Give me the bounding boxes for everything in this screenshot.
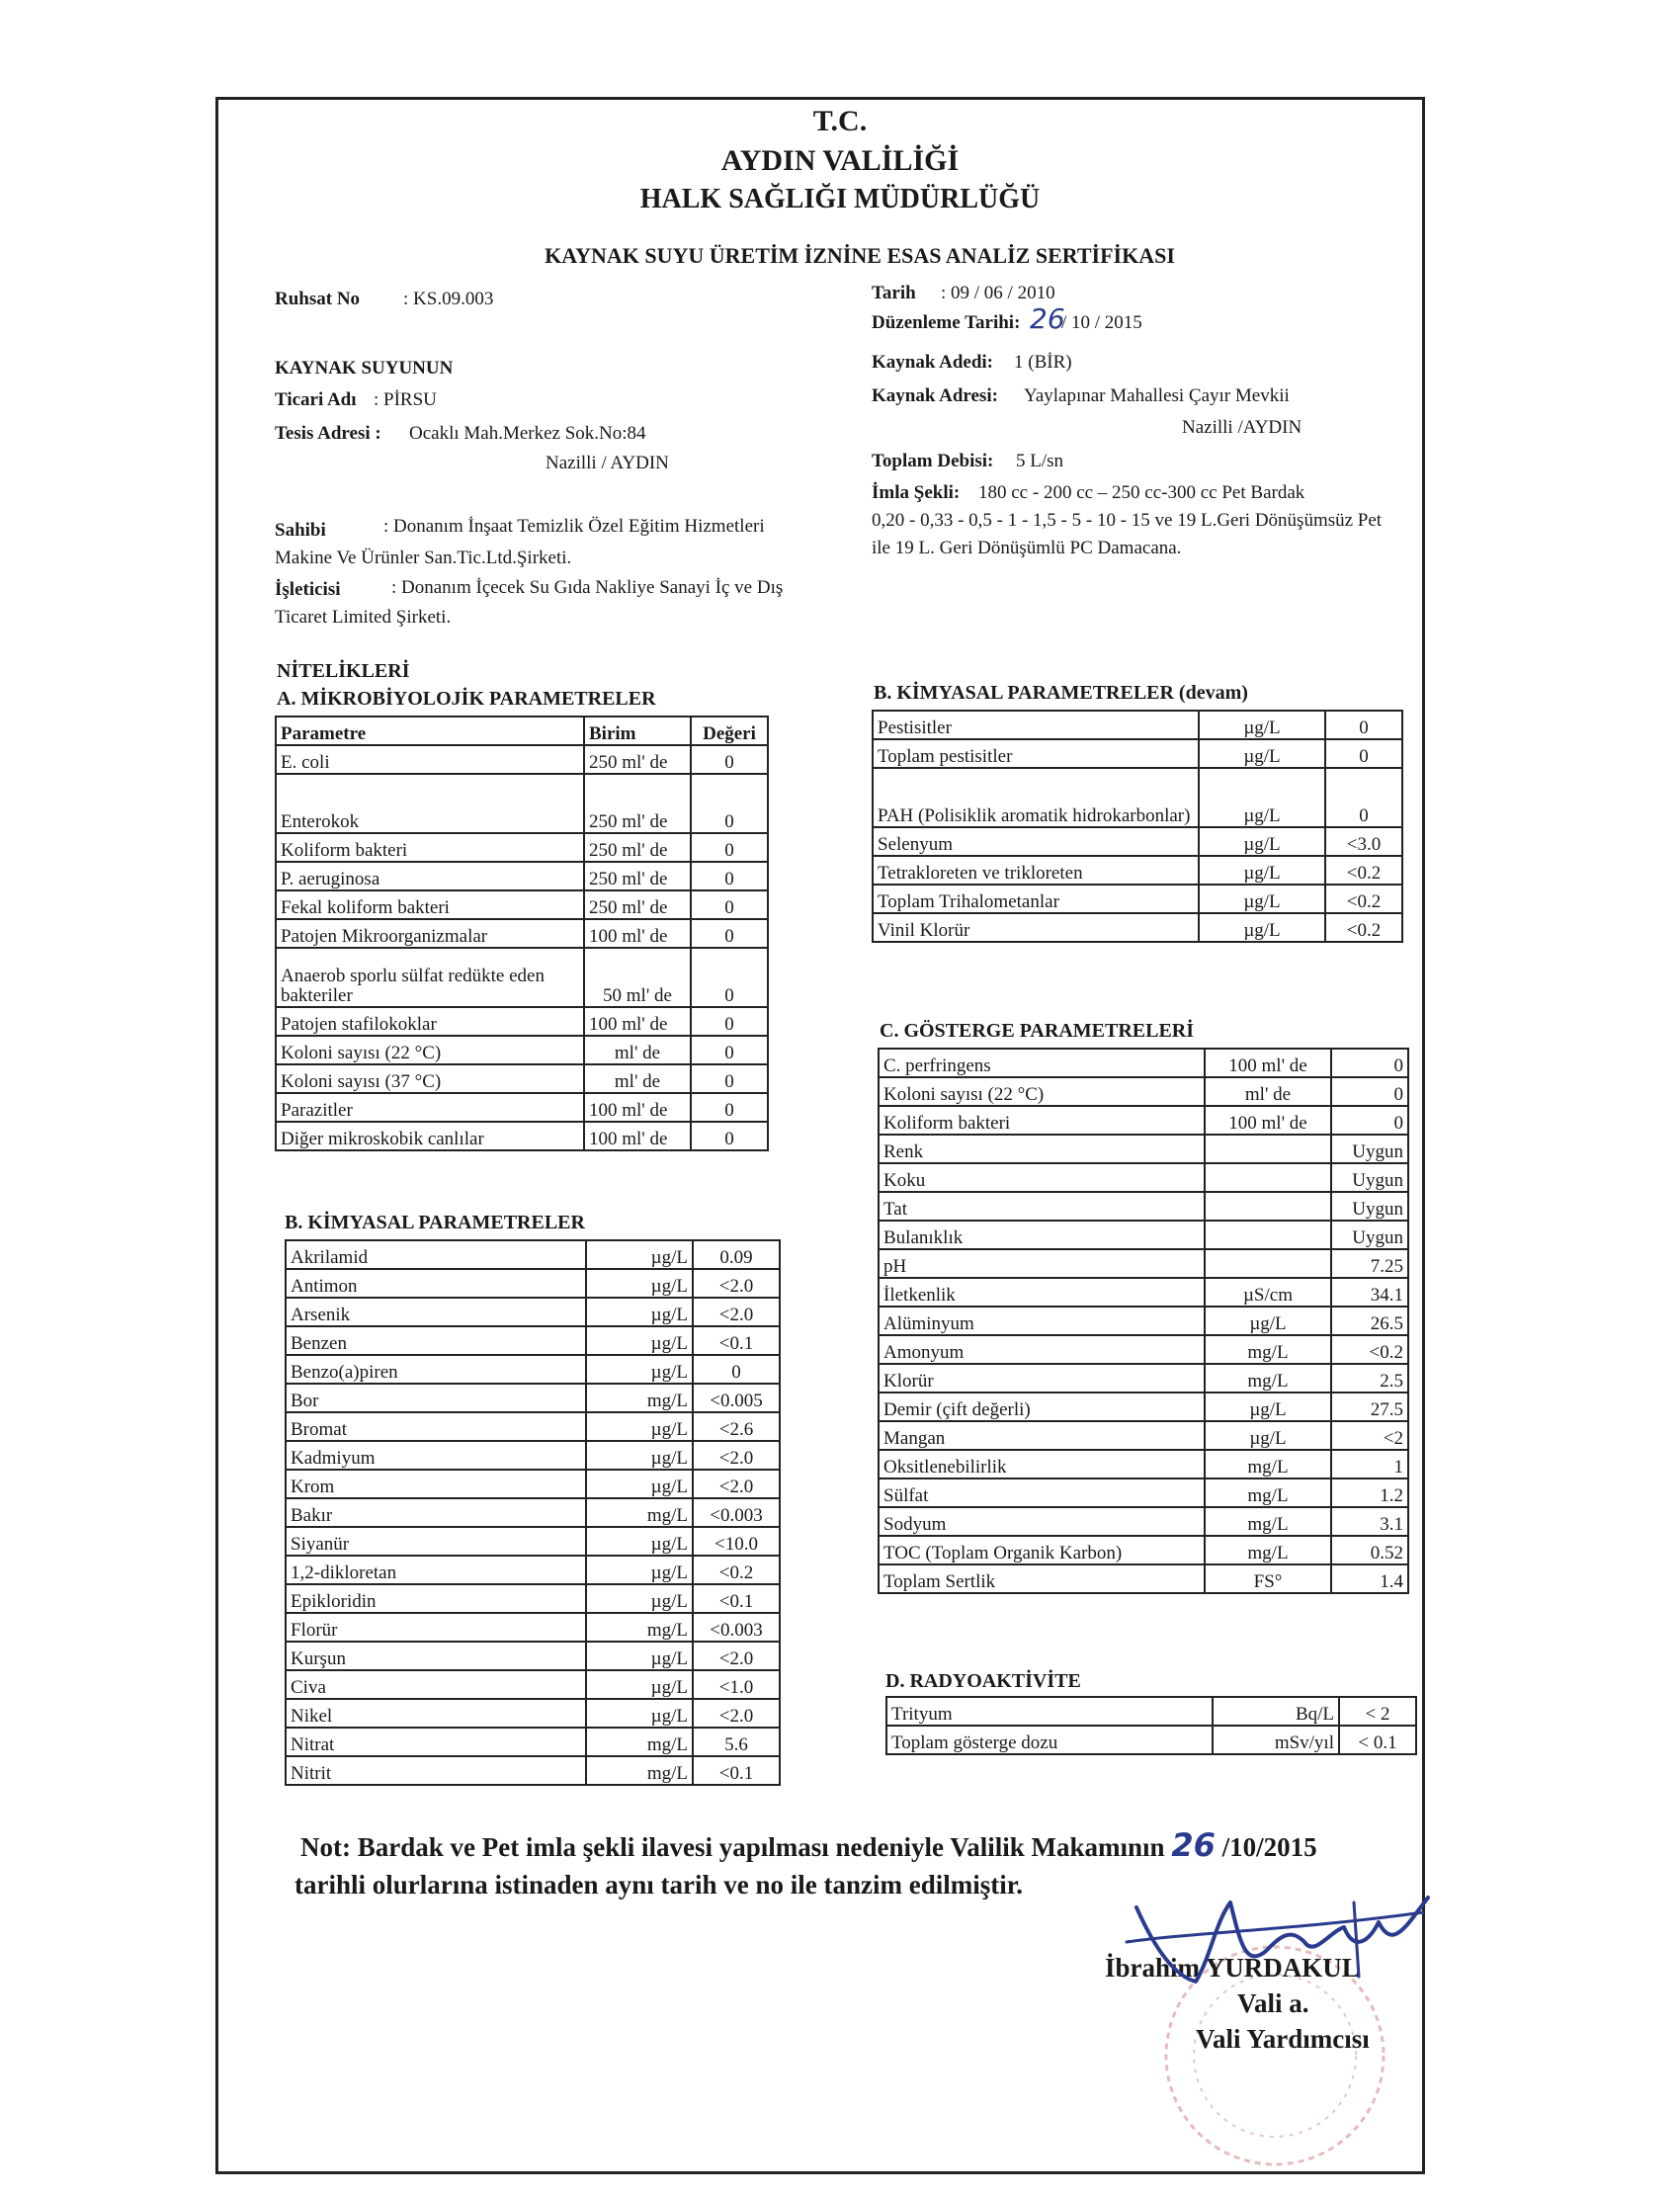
param-name: Epikloridin <box>286 1584 586 1613</box>
param-name: Tat <box>879 1192 1205 1221</box>
param-name: Patojen Mikroorganizmalar <box>276 919 584 948</box>
param-name: Sodyum <box>879 1507 1205 1536</box>
kaynak-suyunun-label: KAYNAK SUYUNUN <box>275 358 454 379</box>
param-name: Alüminyum <box>879 1307 1205 1335</box>
param-unit: mg/L <box>1205 1536 1331 1564</box>
isletici-value: : Donanım İçecek Su Gıda Nakliye Sanayi İç ve Dış <box>391 577 784 598</box>
param-unit: µg/L <box>586 1527 693 1556</box>
param-name: Nikel <box>286 1699 586 1728</box>
param-name: Patojen stafilokoklar <box>276 1007 584 1036</box>
param-name: Benzen <box>286 1326 586 1355</box>
table-row <box>879 1507 1408 1536</box>
param-unit: mg/L <box>1205 1335 1331 1364</box>
isletici-label: İşleticisi <box>275 579 341 600</box>
param-unit: µg/L <box>1199 885 1325 913</box>
param-unit: µg/L <box>1199 768 1325 827</box>
param-name: E. coli <box>276 745 584 774</box>
table-row <box>879 1077 1408 1106</box>
toplam-debi-value: 5 L/sn <box>1016 451 1064 471</box>
param-unit: µg/L <box>1199 711 1325 739</box>
table-row <box>879 1049 1408 1077</box>
kaynak-adresi-label: Kaynak Adresi: <box>872 385 998 406</box>
param-name: Krom <box>286 1470 586 1498</box>
param-value: 0.09 <box>693 1240 780 1269</box>
param-name: Diğer mikroskobik canlılar <box>276 1122 584 1150</box>
sahibi-label: Sahibi <box>275 520 326 541</box>
param-value: 0 <box>691 1122 768 1150</box>
table-row <box>286 1384 780 1412</box>
param-unit: mg/L <box>1205 1507 1331 1536</box>
table-header-row <box>276 717 768 745</box>
param-unit: µg/L <box>1199 913 1325 942</box>
param-name: Koliform bakteri <box>879 1106 1205 1135</box>
param-name: TOC (Toplam Organik Karbon) <box>879 1536 1205 1564</box>
table-row <box>879 1478 1408 1507</box>
ruhsat-label: Ruhsat No <box>275 289 361 309</box>
table-chemical <box>285 1239 781 1786</box>
param-unit: mg/L <box>586 1384 693 1412</box>
note-text-1a: Not: Bardak ve Pet imla şekli ilavesi yapılması nedeniyle Valilik Makamının <box>300 1832 1165 1862</box>
table-row <box>286 1699 780 1728</box>
param-value: < 2 <box>1339 1697 1416 1726</box>
tesis-adresi-value: Ocaklı Mah.Merkez Sok.No:84 <box>409 423 646 444</box>
param-value: 1.2 <box>1331 1478 1408 1507</box>
param-value: <0.2 <box>1331 1335 1408 1364</box>
table-row <box>286 1584 780 1613</box>
param-unit: µg/L <box>586 1642 693 1670</box>
param-unit: mg/L <box>586 1613 693 1642</box>
param-unit: mg/L <box>1205 1364 1331 1393</box>
param-name: Amonyum <box>879 1335 1205 1364</box>
param-unit <box>1205 1192 1331 1221</box>
isletici-value-2: Ticaret Limited Şirketi. <box>275 607 452 628</box>
table-row <box>873 913 1402 942</box>
param-unit: µg/L <box>586 1441 693 1470</box>
table-row <box>879 1106 1408 1135</box>
table-row <box>286 1298 780 1326</box>
param-value: 1.4 <box>1331 1564 1408 1593</box>
table-row <box>873 856 1402 885</box>
param-value: <0.1 <box>693 1756 780 1785</box>
param-unit: µg/L <box>1205 1307 1331 1335</box>
param-name: P. aeruginosa <box>276 862 584 890</box>
param-unit: mg/L <box>1205 1478 1331 1507</box>
param-unit: µg/L <box>586 1556 693 1584</box>
table-row <box>879 1192 1408 1221</box>
tesis-adresi-city: Nazilli / AYDIN <box>546 453 669 473</box>
table-row <box>276 833 768 862</box>
table-row <box>276 1036 768 1064</box>
param-unit <box>1205 1163 1331 1192</box>
param-value: <2.0 <box>693 1470 780 1498</box>
table-row <box>873 768 1402 827</box>
table-indicator <box>878 1048 1409 1594</box>
param-value: Uygun <box>1331 1192 1408 1221</box>
param-name: PAH (Polisiklik aromatik hidrokarbonlar) <box>873 768 1199 827</box>
param-unit: µg/L <box>1205 1393 1331 1421</box>
table-row <box>286 1498 780 1527</box>
param-name: Antimon <box>286 1269 586 1298</box>
param-unit: 50 ml' de <box>584 948 691 1007</box>
table-row <box>879 1221 1408 1249</box>
table-row <box>286 1412 780 1441</box>
param-name: Nitrit <box>286 1756 586 1785</box>
param-name: Koloni sayısı (22 °C) <box>879 1077 1205 1106</box>
param-name: Vinil Klorür <box>873 913 1199 942</box>
section-c-heading: C. GÖSTERGE PARAMETRELERİ <box>880 1020 1195 1042</box>
kaynak-adresi-city: Nazilli /AYDIN <box>1182 417 1302 438</box>
table-row <box>276 862 768 890</box>
param-value: 34.1 <box>1331 1278 1408 1307</box>
param-value: 0 <box>691 1064 768 1093</box>
param-name: Bulanıklık <box>879 1221 1205 1249</box>
tarih-label: Tarih <box>872 283 916 303</box>
param-unit: µg/L <box>586 1240 693 1269</box>
param-name: Parazitler <box>276 1093 584 1122</box>
ticari-adi-value: : PİRSU <box>374 389 437 410</box>
param-value: <2.0 <box>693 1642 780 1670</box>
param-name: Toplam pestisitler <box>873 739 1199 768</box>
param-value: <1.0 <box>693 1670 780 1699</box>
tarih-value: : 09 / 06 / 2010 <box>941 283 1055 303</box>
param-value: 0 <box>691 948 768 1007</box>
header-tc: T.C. <box>812 105 868 137</box>
table-row <box>879 1278 1408 1307</box>
imla-sekli-value-3: ile 19 L. Geri Dönüşümlü PC Damacana. <box>872 538 1182 558</box>
param-value: 27.5 <box>1331 1393 1408 1421</box>
signatory-title-1: Vali a. <box>1237 1988 1309 2018</box>
table-row <box>879 1536 1408 1564</box>
param-value: 0 <box>1325 739 1402 768</box>
param-name: Bromat <box>286 1412 586 1441</box>
param-value: <10.0 <box>693 1527 780 1556</box>
kaynak-adedi-label: Kaynak Adedi: <box>872 352 994 373</box>
param-unit: FS° <box>1205 1564 1331 1593</box>
tesis-adresi-label: Tesis Adresi : <box>275 423 381 444</box>
toplam-debi-label: Toplam Debisi: <box>872 451 994 471</box>
param-value: 0 <box>1325 768 1402 827</box>
table-row <box>276 890 768 919</box>
table-row <box>873 885 1402 913</box>
param-value: 0 <box>691 1036 768 1064</box>
param-unit: µg/L <box>1199 856 1325 885</box>
param-value: 0 <box>691 745 768 774</box>
param-unit: mg/L <box>1205 1450 1331 1478</box>
param-value: 0 <box>1331 1106 1408 1135</box>
param-value: 3.1 <box>1331 1507 1408 1536</box>
table-row <box>286 1355 780 1384</box>
section-d-heading: D. RADYOAKTİVİTE <box>885 1670 1081 1692</box>
param-unit: µg/L <box>586 1355 693 1384</box>
param-name: Toplam Trihalometanlar <box>873 885 1199 913</box>
table-row <box>886 1697 1416 1726</box>
param-value: < 0.1 <box>1339 1726 1416 1754</box>
param-name: Demir (çift değerli) <box>879 1393 1205 1421</box>
param-unit: µg/L <box>586 1670 693 1699</box>
param-unit: 250 ml' de <box>584 833 691 862</box>
table-row <box>879 1135 1408 1163</box>
table-row <box>879 1393 1408 1421</box>
handwritten-signature-icon <box>1117 1883 1443 1991</box>
table-row <box>286 1240 780 1269</box>
param-value: 0 <box>1331 1049 1408 1077</box>
param-name: Mangan <box>879 1421 1205 1450</box>
param-name: Koloni sayısı (22 °C) <box>276 1036 584 1064</box>
param-unit: µg/L <box>1199 739 1325 768</box>
param-unit: µg/L <box>586 1412 693 1441</box>
sahibi-value: : Donanım İnşaat Temizlik Özel Eğitim Hizmetleri <box>383 516 765 537</box>
param-unit: µS/cm <box>1205 1278 1331 1307</box>
table-row <box>286 1527 780 1556</box>
table-row <box>286 1470 780 1498</box>
param-unit: 100 ml' de <box>584 1093 691 1122</box>
param-value: <0.2 <box>693 1556 780 1584</box>
header-mudurluk: HALK SAĞLIĞI MÜDÜRLÜĞÜ <box>639 184 1041 214</box>
param-name: pH <box>879 1249 1205 1278</box>
table-row <box>276 948 768 1007</box>
table-row <box>286 1269 780 1298</box>
param-value: 5.6 <box>693 1728 780 1756</box>
table-row <box>286 1670 780 1699</box>
param-value: <2.6 <box>693 1412 780 1441</box>
table-row <box>286 1642 780 1670</box>
param-value: 1 <box>1331 1450 1408 1478</box>
table-row <box>886 1726 1416 1754</box>
table-row <box>276 919 768 948</box>
param-name: Pestisitler <box>873 711 1199 739</box>
param-unit <box>1205 1221 1331 1249</box>
param-unit: µg/L <box>1199 827 1325 856</box>
param-unit: 100 ml' de <box>584 1122 691 1150</box>
param-value: <0.2 <box>1325 913 1402 942</box>
param-unit: 250 ml' de <box>584 745 691 774</box>
param-value: 0 <box>691 919 768 948</box>
table-row <box>286 1326 780 1355</box>
param-value: <0.003 <box>693 1613 780 1642</box>
table-row <box>879 1364 1408 1393</box>
param-unit: 250 ml' de <box>584 890 691 919</box>
param-value: 0 <box>691 890 768 919</box>
param-name: Koloni sayısı (37 °C) <box>276 1064 584 1093</box>
table-row <box>286 1756 780 1785</box>
param-name: Koliform bakteri <box>276 833 584 862</box>
param-value: <0.2 <box>1325 885 1402 913</box>
param-value: 7.25 <box>1331 1249 1408 1278</box>
table-row <box>276 774 768 833</box>
param-unit: mg/L <box>586 1756 693 1785</box>
param-unit: µg/L <box>586 1470 693 1498</box>
kaynak-adresi-value: Yaylapınar Mahallesi Çayır Mevkii <box>1024 385 1290 406</box>
table-row <box>879 1307 1408 1335</box>
table-row <box>873 827 1402 856</box>
param-unit: 100 ml' de <box>584 1007 691 1036</box>
table-row <box>879 1421 1408 1450</box>
header-degeri: Değeri <box>691 717 768 745</box>
imla-sekli-value: 180 cc - 200 cc – 250 cc-300 cc Pet Bardak <box>978 482 1305 503</box>
table-row <box>276 1122 768 1150</box>
param-name: Anaerob sporlu sülfat redükte eden bakteriler <box>276 948 584 1007</box>
imla-sekli-value-2: 0,20 - 0,33 - 0,5 - 1 - 1,5 - 5 - 10 - 15 ve 19 L.Geri Dönüşümsüz Pet <box>872 510 1383 531</box>
nitelikleri-heading: NİTELİKLERİ <box>277 660 410 682</box>
note-line-2: tarihli olurlarına istinaden aynı tarih ve no ile tanzim edilmiştir. <box>294 1870 1024 1900</box>
duzenleme-value: / 10 / 2015 <box>1061 312 1142 333</box>
signatory-name: İbrahim YURDAKUL <box>1105 1953 1360 1983</box>
table-radioactivity <box>885 1696 1417 1755</box>
param-name: Benzo(a)piren <box>286 1355 586 1384</box>
param-name: Enterokok <box>276 774 584 833</box>
param-name: Florür <box>286 1613 586 1642</box>
param-name: Fekal koliform bakteri <box>276 890 584 919</box>
section-a-heading: A. MİKROBİYOLOJİK PARAMETRELER <box>277 688 656 710</box>
table-row <box>879 1450 1408 1478</box>
param-value: <2.0 <box>693 1441 780 1470</box>
param-value: 0 <box>691 1093 768 1122</box>
table-row <box>286 1441 780 1470</box>
param-value: 26.5 <box>1331 1307 1408 1335</box>
param-value: 0.52 <box>1331 1536 1408 1564</box>
ruhsat-value: : KS.09.003 <box>403 289 494 309</box>
param-unit: 100 ml' de <box>584 919 691 948</box>
header-birim: Birim <box>584 717 691 745</box>
param-value: <2.0 <box>693 1269 780 1298</box>
param-unit: mSv/yıl <box>1213 1726 1339 1754</box>
param-name: Kurşun <box>286 1642 586 1670</box>
param-value: 0 <box>691 862 768 890</box>
param-name: Renk <box>879 1135 1205 1163</box>
table-chemical-continued <box>872 710 1403 943</box>
table-row <box>879 1163 1408 1192</box>
note-line-1 <box>300 1826 1317 1864</box>
param-name: İletkenlik <box>879 1278 1205 1307</box>
sahibi-value-2: Makine Ve Ürünler San.Tic.Ltd.Şirketi. <box>275 548 572 568</box>
table-row <box>286 1728 780 1756</box>
param-name: Sülfat <box>879 1478 1205 1507</box>
param-unit: ml' de <box>1205 1077 1331 1106</box>
signatory-title-2: Vali Yardımcısı <box>1196 2024 1370 2054</box>
param-name: Civa <box>286 1670 586 1699</box>
param-unit: mg/L <box>586 1498 693 1527</box>
table-row <box>879 1335 1408 1364</box>
section-b2-heading: B. KİMYASAL PARAMETRELER (devam) <box>874 682 1248 704</box>
param-unit: 250 ml' de <box>584 862 691 890</box>
param-unit <box>1205 1135 1331 1163</box>
note-handwritten-day: 26 <box>1171 1826 1216 1864</box>
param-name: Koku <box>879 1163 1205 1192</box>
param-value: 0 <box>693 1355 780 1384</box>
param-value: <0.003 <box>693 1498 780 1527</box>
param-name: Selenyum <box>873 827 1199 856</box>
param-unit: µg/L <box>586 1584 693 1613</box>
param-value: <0.2 <box>1325 856 1402 885</box>
param-unit: Bq/L <box>1213 1697 1339 1726</box>
param-unit: 250 ml' de <box>584 774 691 833</box>
param-name: 1,2-dikloretan <box>286 1556 586 1584</box>
param-name: Arsenik <box>286 1298 586 1326</box>
param-name: Toplam gösterge dozu <box>886 1726 1213 1754</box>
imla-sekli-label: İmla Şekli: <box>872 482 961 503</box>
param-name: Tetrakloreten ve trikloreten <box>873 856 1199 885</box>
param-value: 0 <box>691 774 768 833</box>
param-unit: µg/L <box>586 1699 693 1728</box>
param-value: <3.0 <box>1325 827 1402 856</box>
header-parametre: Parametre <box>276 717 584 745</box>
table-row <box>879 1564 1408 1593</box>
param-value: <2.0 <box>693 1699 780 1728</box>
param-value: <0.005 <box>693 1384 780 1412</box>
duzenleme-label: Düzenleme Tarihi: <box>872 312 1021 333</box>
param-name: Trityum <box>886 1697 1213 1726</box>
table-row <box>873 711 1402 739</box>
param-unit: ml' de <box>584 1036 691 1064</box>
param-unit: mg/L <box>586 1728 693 1756</box>
table-row <box>286 1613 780 1642</box>
param-value: 2.5 <box>1331 1364 1408 1393</box>
param-value: Uygun <box>1331 1135 1408 1163</box>
param-value: 0 <box>691 1007 768 1036</box>
duzenleme-handwritten-day: 26 <box>1030 302 1065 335</box>
note-text-1b: /10/2015 <box>1221 1832 1317 1862</box>
param-unit <box>1205 1249 1331 1278</box>
param-name: Nitrat <box>286 1728 586 1756</box>
param-value: Uygun <box>1331 1221 1408 1249</box>
param-value: <2 <box>1331 1421 1408 1450</box>
param-unit: ml' de <box>584 1064 691 1093</box>
kaynak-adedi-value: 1 (BİR) <box>1014 352 1072 373</box>
param-unit: µg/L <box>586 1326 693 1355</box>
param-value: 0 <box>1325 711 1402 739</box>
param-value: 0 <box>691 833 768 862</box>
section-b-heading: B. KİMYASAL PARAMETRELER <box>285 1212 585 1233</box>
param-unit: 100 ml' de <box>1205 1106 1331 1135</box>
table-row <box>276 1064 768 1093</box>
param-name: Oksitlenebilirlik <box>879 1450 1205 1478</box>
param-unit: µg/L <box>586 1298 693 1326</box>
table-row <box>276 1093 768 1122</box>
param-name: Bakır <box>286 1498 586 1527</box>
param-name: Kadmiyum <box>286 1441 586 1470</box>
param-name: Akrilamid <box>286 1240 586 1269</box>
table-row <box>276 1007 768 1036</box>
certificate-title: KAYNAK SUYU ÜRETİM İZNİNE ESAS ANALİZ SERTİFİKASI <box>545 243 1175 268</box>
param-name: Bor <box>286 1384 586 1412</box>
param-name: Toplam Sertlik <box>879 1564 1205 1593</box>
param-value: <2.0 <box>693 1298 780 1326</box>
param-name: Siyanür <box>286 1527 586 1556</box>
table-row <box>879 1249 1408 1278</box>
table-row <box>873 739 1402 768</box>
param-name: Klorür <box>879 1364 1205 1393</box>
param-unit: µg/L <box>1205 1421 1331 1450</box>
ticari-adi-label: Ticari Adı <box>275 389 357 410</box>
param-unit: µg/L <box>586 1269 693 1298</box>
param-name: C. perfringens <box>879 1049 1205 1077</box>
table-row <box>286 1556 780 1584</box>
header-valilik: AYDIN VALİLİĞİ <box>720 144 960 177</box>
param-value: <0.1 <box>693 1326 780 1355</box>
param-value: 0 <box>1331 1077 1408 1106</box>
param-unit: 100 ml' de <box>1205 1049 1331 1077</box>
param-value: <0.1 <box>693 1584 780 1613</box>
table-microbiological <box>275 716 769 1151</box>
table-row <box>276 745 768 774</box>
param-value: Uygun <box>1331 1163 1408 1192</box>
